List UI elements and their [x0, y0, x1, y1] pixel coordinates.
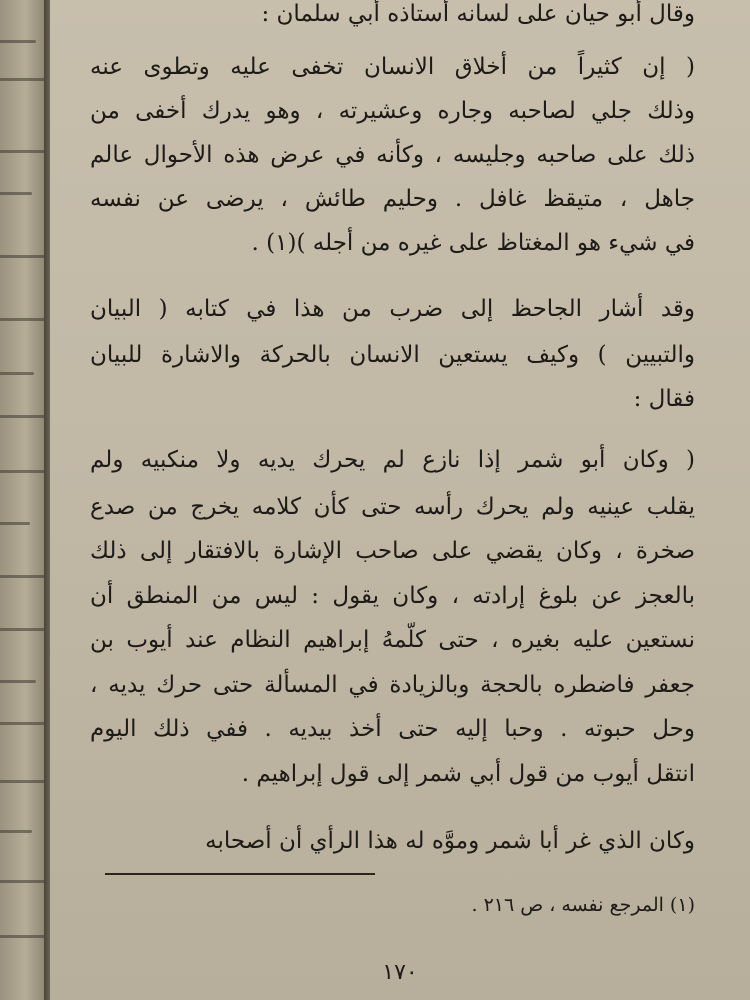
text-line-1: وقال أبو حيان على لسانه أستاذه أبي سلمان :: [261, 1, 695, 27]
text-line-5: جاهل ، متيقظ غافل . وحليم طائش ، يرضى عن نفسه: [90, 186, 695, 212]
page-number: ١٧٠: [382, 960, 418, 985]
text-line-6: في شيء هو المغتاظ على غيره من أجله )(١) .: [251, 230, 695, 256]
text-line-7: وقد أشار الجاحظ إلى ضرب من هذا في كتابه ( البيان: [90, 296, 695, 322]
text-line-16: وحل حبوته . وحبا إليه حتى أخذ بيديه . ففي ذلك اليوم: [90, 716, 695, 742]
footnote: (١) المرجع نفسه ، ص ٢١٦ .: [471, 894, 695, 916]
text-line-18: وكان الذي غر أبا شمر وموَّه له هذا الرأي أن أصحابه: [205, 828, 695, 854]
facing-page-edge: [0, 0, 46, 1000]
text-line-15: جعفر فاضطره بالحجة وبالزيادة في المسألة حتى حرك يديه ،: [90, 672, 695, 698]
text-line-10: ( وكان أبو شمر إذا نازع لم يحرك يديه ولا منكبيه ولم: [90, 447, 695, 473]
text-line-14: نستعين عليه بغيره ، حتى كلّمهُ إبراهيم النظام عند أيوب بن: [90, 627, 695, 653]
text-line-4: ذلك على صاحبه وجليسه ، وكأنه في عرض هذه الأحوال عالم: [90, 142, 695, 168]
footnote-divider: [105, 873, 375, 875]
text-line-3: وذلك جلي لصاحبه وجاره وعشيرته ، وهو يدرك أخفى من: [90, 98, 695, 124]
text-line-11: يقلب عينيه ولم يحرك رأسه حتى كأن كلامه يخرج من صدع: [90, 494, 695, 520]
text-line-2: ( إن كثيراً من أخلاق الانسان تخفى عليه وتطوى عنه: [90, 54, 695, 80]
book-page: [50, 0, 750, 1000]
text-line-13: بالعجز عن بلوغ إرادته ، وكان يقول : ليس من المنطق أن: [90, 583, 695, 609]
text-line-17: انتقل أيوب من قول أبي شمر إلى قول إبراهيم .: [241, 761, 695, 787]
text-line-9: فقال :: [633, 386, 695, 412]
text-line-8: والتبيين ) وكيف يستعين الانسان بالحركة والاشارة للبيان: [90, 342, 695, 368]
text-line-12: صخرة ، وكان يقضي على صاحب الإشارة بالافتقار إلى ذلك: [90, 538, 695, 564]
